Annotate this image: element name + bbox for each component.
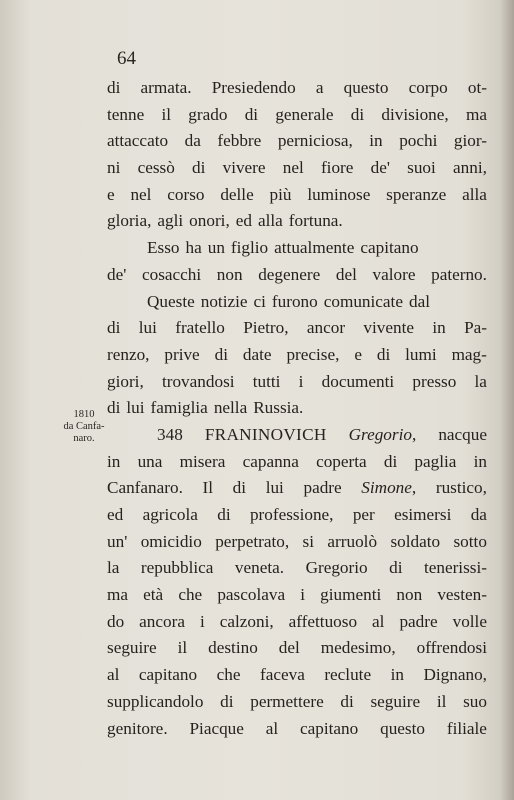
text-line: di lui famiglia nella Russia. [107, 398, 304, 418]
text-line: seguire il destino del medesimo, offrendosi [107, 638, 487, 658]
text-line: gloria, agli onori, ed alla fortuna. [107, 211, 343, 231]
text-line: do ancora i calzoni, affettuoso al padre volle [107, 611, 487, 631]
page-number: 64 [117, 48, 136, 69]
text-line: di lui fratello Pietro, ancor vivente in Pa- [107, 318, 487, 338]
body-text [107, 75, 487, 742]
text-line: genitore. Piacque al capitano questo filiale [107, 718, 487, 738]
text-line: de' cosacchi non degenere del valore paterno. [107, 264, 487, 284]
text-line: al capitano che faceva reclute in Dignano, [107, 665, 487, 685]
text-line: di armata. Presiedendo a questo corpo ot- [107, 78, 487, 97]
text-line: e nel corso delle più luminose speranze alla [107, 184, 487, 204]
text-line: 348 FRANINOVICH Gregorio, nacque [157, 424, 487, 444]
text-line: un' omicidio perpetrato, si arruolò soldato sotto [107, 531, 487, 551]
text-line: supplicandolo di permettere di seguire il suo [107, 691, 487, 711]
text-line: la repubblica veneta. Gregorio di tenerissi- [107, 558, 487, 578]
text-line: in una misera capanna coperta di paglia in [107, 451, 487, 471]
text-line: giori, trovandosi tutti i documenti presso la [107, 371, 487, 391]
text-line: Canfanaro. Il di lui padre Simone, rustico, [107, 478, 487, 498]
margin-note [58, 409, 110, 445]
margin-note-place: da Canfa- [63, 421, 105, 432]
text-line: Esso ha un figlio attualmente capitano [147, 238, 419, 258]
text-line: tenne il grado di generale di divisione, ma [107, 104, 487, 124]
text-line: renzo, prive di date precise, e di lumi mag- [107, 344, 487, 364]
text-line: ma età che pascolava i giumenti non vesten- [107, 585, 487, 605]
text-line: ni cessò di vivere nel fiore de' suoi anni, [107, 158, 487, 178]
margin-note-place-end: naro. [73, 433, 95, 444]
text-line: attaccato da febbre perniciosa, in pochi gior- [107, 131, 487, 151]
page-edge-shadow [500, 0, 514, 800]
text-line: ed agricola di professione, per esimersi da [107, 505, 487, 524]
text-line: Queste notizie ci furono comunicate dal [147, 291, 430, 311]
margin-note-year: 1810 [73, 409, 95, 420]
